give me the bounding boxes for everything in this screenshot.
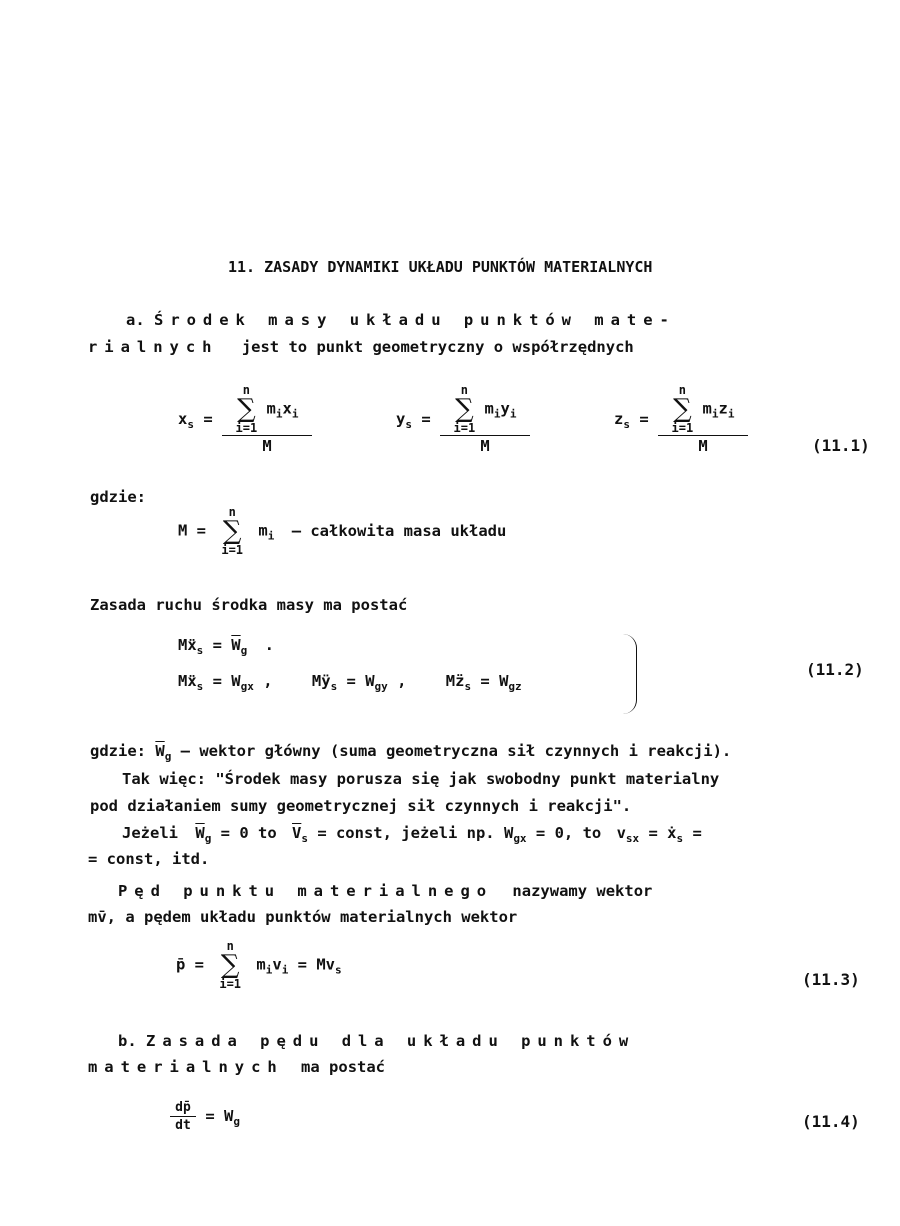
sum-symbol: n ∑ i=1 [221, 505, 244, 557]
equation-number-11-2: (11.2) [806, 660, 864, 679]
para-ped-line2: mv̄, a pędem układu punktów materialnych wektor [88, 908, 518, 926]
sum-symbol: n ∑ i=1 [671, 383, 694, 435]
equation-11-1-y: $y_s$ = n ∑ i=1 $m_iy_i$ M [396, 384, 530, 455]
equation-number-11-1: (11.1) [812, 436, 870, 455]
equation-11-3: p̄ = n ∑ i=1 $m_iv_i = Mv_s$ [176, 939, 342, 991]
ped-spaced-term: Pęd punktu materialnego [118, 882, 494, 900]
section-b-label: b. [118, 1032, 137, 1050]
sum-symbol: n ∑ i=1 [235, 383, 258, 435]
section-a-line2 [88, 338, 634, 356]
equation-11-2-line1: Mẍ$_s$ = $\overline{W}_g$ . [178, 636, 274, 658]
gdzie-line-2: gdzie: $\overline{W}_g$ – wektor główny (suma geometryczna sił czynnych i reakcji). [90, 742, 732, 764]
sum-symbol: n ∑ i=1 [219, 939, 242, 991]
derivative-fraction: $\frac{dp̄}{dt}$ [170, 1100, 196, 1133]
equation-11-2-line2: Mẍ$_s$ = $W_{gx}$ , $Mÿ_s = W_{gy}$ , $Mz̈_s = W_{gz}$ [178, 672, 522, 694]
section-a-line1 [126, 311, 676, 329]
section-a-continuation: jest to punkt geometryczny o współrzędnych [241, 338, 634, 356]
para-jezeli-line2: = const, itd. [88, 850, 210, 868]
z-fraction: n ∑ i=1 $m_iz_i$ M [658, 384, 748, 455]
para-tak-line2: pod działaniem sumy geometrycznej sił czynnych i reakcji". [90, 797, 632, 815]
equation-11-1-z: $z_s$ = n ∑ i=1 $m_iz_i$ M [614, 384, 748, 455]
para-tak-line1: Tak więc: "Środek masy porusza się jak swobodny punkt materialny [122, 770, 720, 788]
motion-intro: Zasada ruchu środka masy ma postać [90, 596, 408, 614]
x-fraction: n ∑ i=1 $m_ix_i$ M [222, 384, 312, 455]
section-a-spaced-term: Środek masy układu punktów mate- [154, 311, 676, 329]
y-fraction: n ∑ i=1 $m_iy_i$ M [440, 384, 530, 455]
section-b-line2: materialnych ma postać [88, 1058, 386, 1076]
right-brace [622, 634, 637, 714]
mass-definition: M = n ∑ i=1 $m_i$ – całkowita masa układu [178, 505, 507, 557]
para-ped-line1: Pęd punktu materialnego nazywamy wektor [118, 882, 653, 900]
chapter-heading: 11. ZASADY DYNAMIKI UKŁADU PUNKTÓW MATERIALNYCH [228, 258, 653, 276]
equation-11-1-x: $x_s$ = n ∑ i=1 $m_ix_i$ M [178, 384, 312, 455]
equation-number-11-3: (11.3) [802, 970, 860, 989]
gdzie-label-1: gdzie: [90, 488, 146, 506]
para-jezeli-line1: Jeżeli $\overline{W}_g = 0$ to $\overline{V}_s$ = const, jeżeli np. $W_{gx} = 0$, to $v_{sx}$ = ẋ$_s$ = [122, 824, 702, 846]
equation-number-11-4: (11.4) [802, 1112, 860, 1131]
equation-11-4: $\frac{dp̄}{dt}$ = $W_g$ [170, 1100, 240, 1133]
sum-symbol: n ∑ i=1 [453, 383, 476, 435]
section-b-line1 [118, 1032, 635, 1050]
section-a-spaced-term-2: rialnych [88, 338, 219, 356]
section-b-spaced-term: Zasada pędu dla układu punktów [146, 1032, 636, 1050]
section-a-label: a. [126, 311, 145, 329]
